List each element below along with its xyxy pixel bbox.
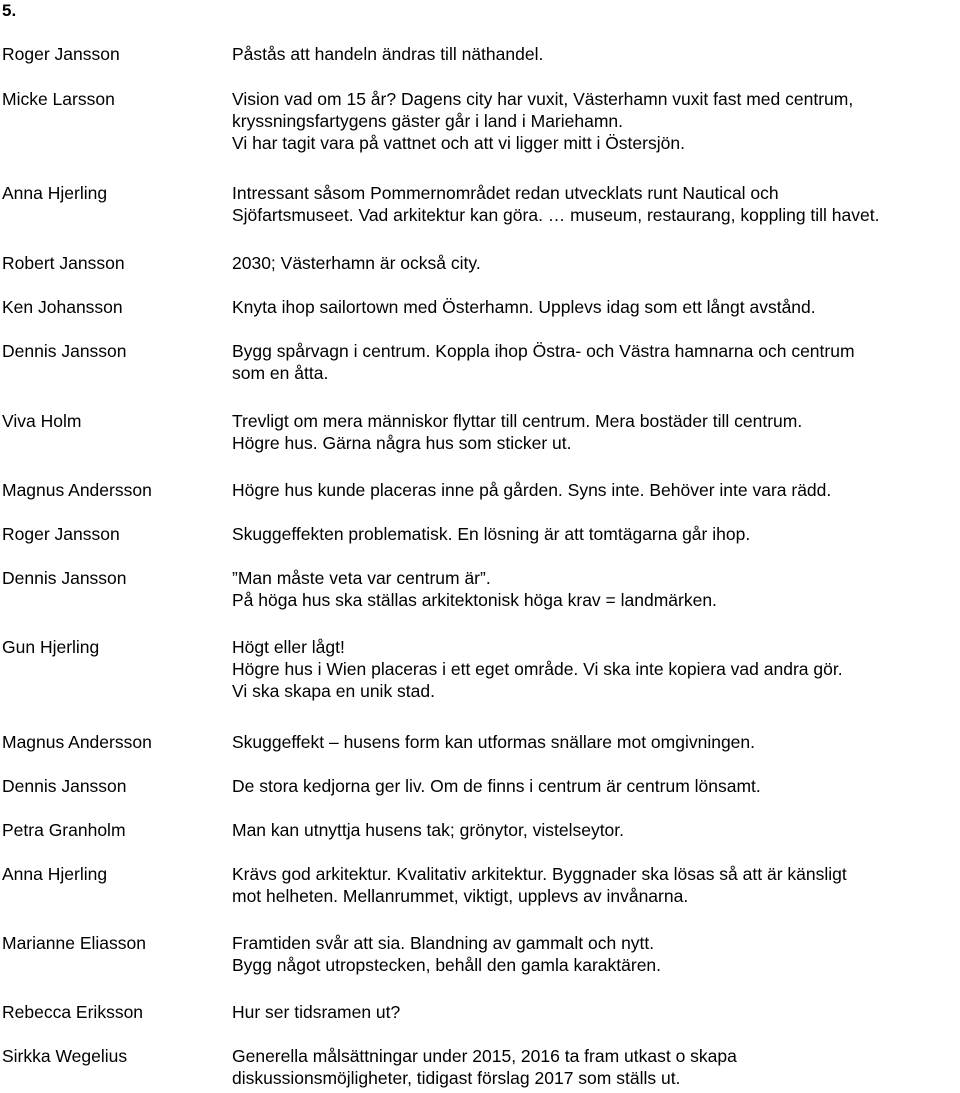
- comment-line: Högre hus kunde placeras inne på gården. Syns inte. Behöver inte vara rädd.: [232, 480, 832, 500]
- comment-line: Högt eller lågt!: [232, 637, 345, 657]
- comment-line: Högre hus i Wien placeras i ett eget område. Vi ska inte kopiera vad andra gör.: [232, 659, 843, 679]
- comment-line: Högre hus. Gärna några hus som sticker ut.: [232, 433, 572, 453]
- speaker-name: Gun Hjerling: [2, 637, 100, 657]
- comment-line: Bygg något utropstecken, behåll den gamla karaktären.: [232, 955, 662, 975]
- comment-line: Skuggeffekten problematisk. En lösning är att tomtägarna går ihop.: [232, 524, 751, 544]
- speaker-comment: [232, 1045, 737, 1089]
- speaker-comment: [232, 1001, 400, 1023]
- speaker-name: Dennis Jansson: [2, 568, 127, 588]
- section-heading: 5.: [2, 1, 17, 20]
- speaker-name: Sirkka Wegelius: [2, 1046, 128, 1066]
- speaker-name: Roger Jansson: [2, 44, 120, 64]
- comment-line: Man kan utnyttja husens tak; grönytor, vistelseytor.: [232, 820, 625, 840]
- speaker-name: Micke Larsson: [2, 89, 115, 109]
- comment-line: ”Man måste veta var centrum är”.: [232, 568, 491, 588]
- speaker-name: Ken Johansson: [2, 297, 123, 317]
- speaker-comment: [232, 932, 661, 976]
- speaker-name: Rebecca Eriksson: [2, 1002, 144, 1022]
- comment-line: Vi ska skapa en unik stad.: [232, 681, 435, 701]
- comment-line: som en åtta.: [232, 363, 329, 383]
- speaker-comment: [232, 182, 879, 226]
- comment-line: Skuggeffekt – husens form kan utformas snällare mot omgivningen.: [232, 732, 756, 752]
- speaker-name: Robert Jansson: [2, 253, 125, 273]
- speaker-comment: [232, 863, 847, 907]
- comment-line: mot helheten. Mellanrummet, viktigt, upplevs av invånarna.: [232, 886, 689, 906]
- speaker-comment: [232, 523, 750, 545]
- comment-line: Trevligt om mera människor flyttar till centrum. Mera bostäder till centrum.: [232, 411, 803, 431]
- speaker-comment: [232, 636, 843, 702]
- comment-line: Bygg spårvagn i centrum. Koppla ihop Östra- och Västra hamnarna och centrum: [232, 341, 855, 361]
- speaker-name: Petra Granholm: [2, 820, 126, 840]
- comment-line: Krävs god arkitektur. Kvalitativ arkitektur. Byggnader ska lösas så att är känsligt: [232, 864, 847, 884]
- speaker-name: Magnus Andersson: [2, 480, 152, 500]
- comment-line: Vision vad om 15 år? Dagens city har vuxit, Västerhamn vuxit fast med centrum,: [232, 89, 854, 109]
- comment-line: Sjöfartsmuseet. Vad arkitektur kan göra. … museum, restaurang, koppling till havet.: [232, 205, 880, 225]
- speaker-comment: [232, 567, 717, 611]
- comment-line: Intressant såsom Pommernområdet redan utvecklats runt Nautical och: [232, 183, 779, 203]
- speaker-comment: [232, 479, 831, 501]
- speaker-comment: [232, 819, 624, 841]
- comment-line: Framtiden svår att sia. Blandning av gammalt och nytt.: [232, 933, 655, 953]
- comment-line: Hur ser tidsramen ut?: [232, 1002, 401, 1022]
- comment-line: diskussionsmöjligheter, tidigast förslag 2017 som ställs ut.: [232, 1068, 681, 1088]
- speaker-comment: [232, 731, 755, 753]
- comment-line: kryssningsfartygens gäster går i land i Mariehamn.: [232, 111, 624, 131]
- speaker-comment: [232, 252, 481, 274]
- speaker-comment: [232, 340, 855, 384]
- speaker-name: Roger Jansson: [2, 524, 120, 544]
- speaker-comment: [232, 43, 543, 65]
- comment-line: Påstås att handeln ändras till näthandel.: [232, 44, 544, 64]
- comment-line: Vi har tagit vara på vattnet och att vi ligger mitt i Östersjön.: [232, 133, 685, 153]
- speaker-comment: [232, 775, 761, 797]
- comment-line: På höga hus ska ställas arkitektonisk höga krav = landmärken.: [232, 590, 717, 610]
- speaker-name: Magnus Andersson: [2, 732, 152, 752]
- speaker-name: Viva Holm: [2, 411, 82, 431]
- speaker-comment: [232, 410, 802, 454]
- speaker-name: Dennis Jansson: [2, 776, 127, 796]
- speaker-comment: [232, 88, 853, 154]
- comment-line: 2030; Västerhamn är också city.: [232, 253, 481, 273]
- speaker-name: Dennis Jansson: [2, 341, 127, 361]
- speaker-name: Anna Hjerling: [2, 183, 108, 203]
- comment-line: Generella målsättningar under 2015, 2016 ta fram utkast o skapa: [232, 1046, 737, 1066]
- comment-line: De stora kedjorna ger liv. Om de finns i centrum är centrum lönsamt.: [232, 776, 761, 796]
- speaker-name: Anna Hjerling: [2, 864, 108, 884]
- comment-line: Knyta ihop sailortown med Österhamn. Upplevs idag som ett långt avstånd.: [232, 297, 816, 317]
- speaker-name: Marianne Eliasson: [2, 933, 146, 953]
- speaker-comment: [232, 296, 816, 318]
